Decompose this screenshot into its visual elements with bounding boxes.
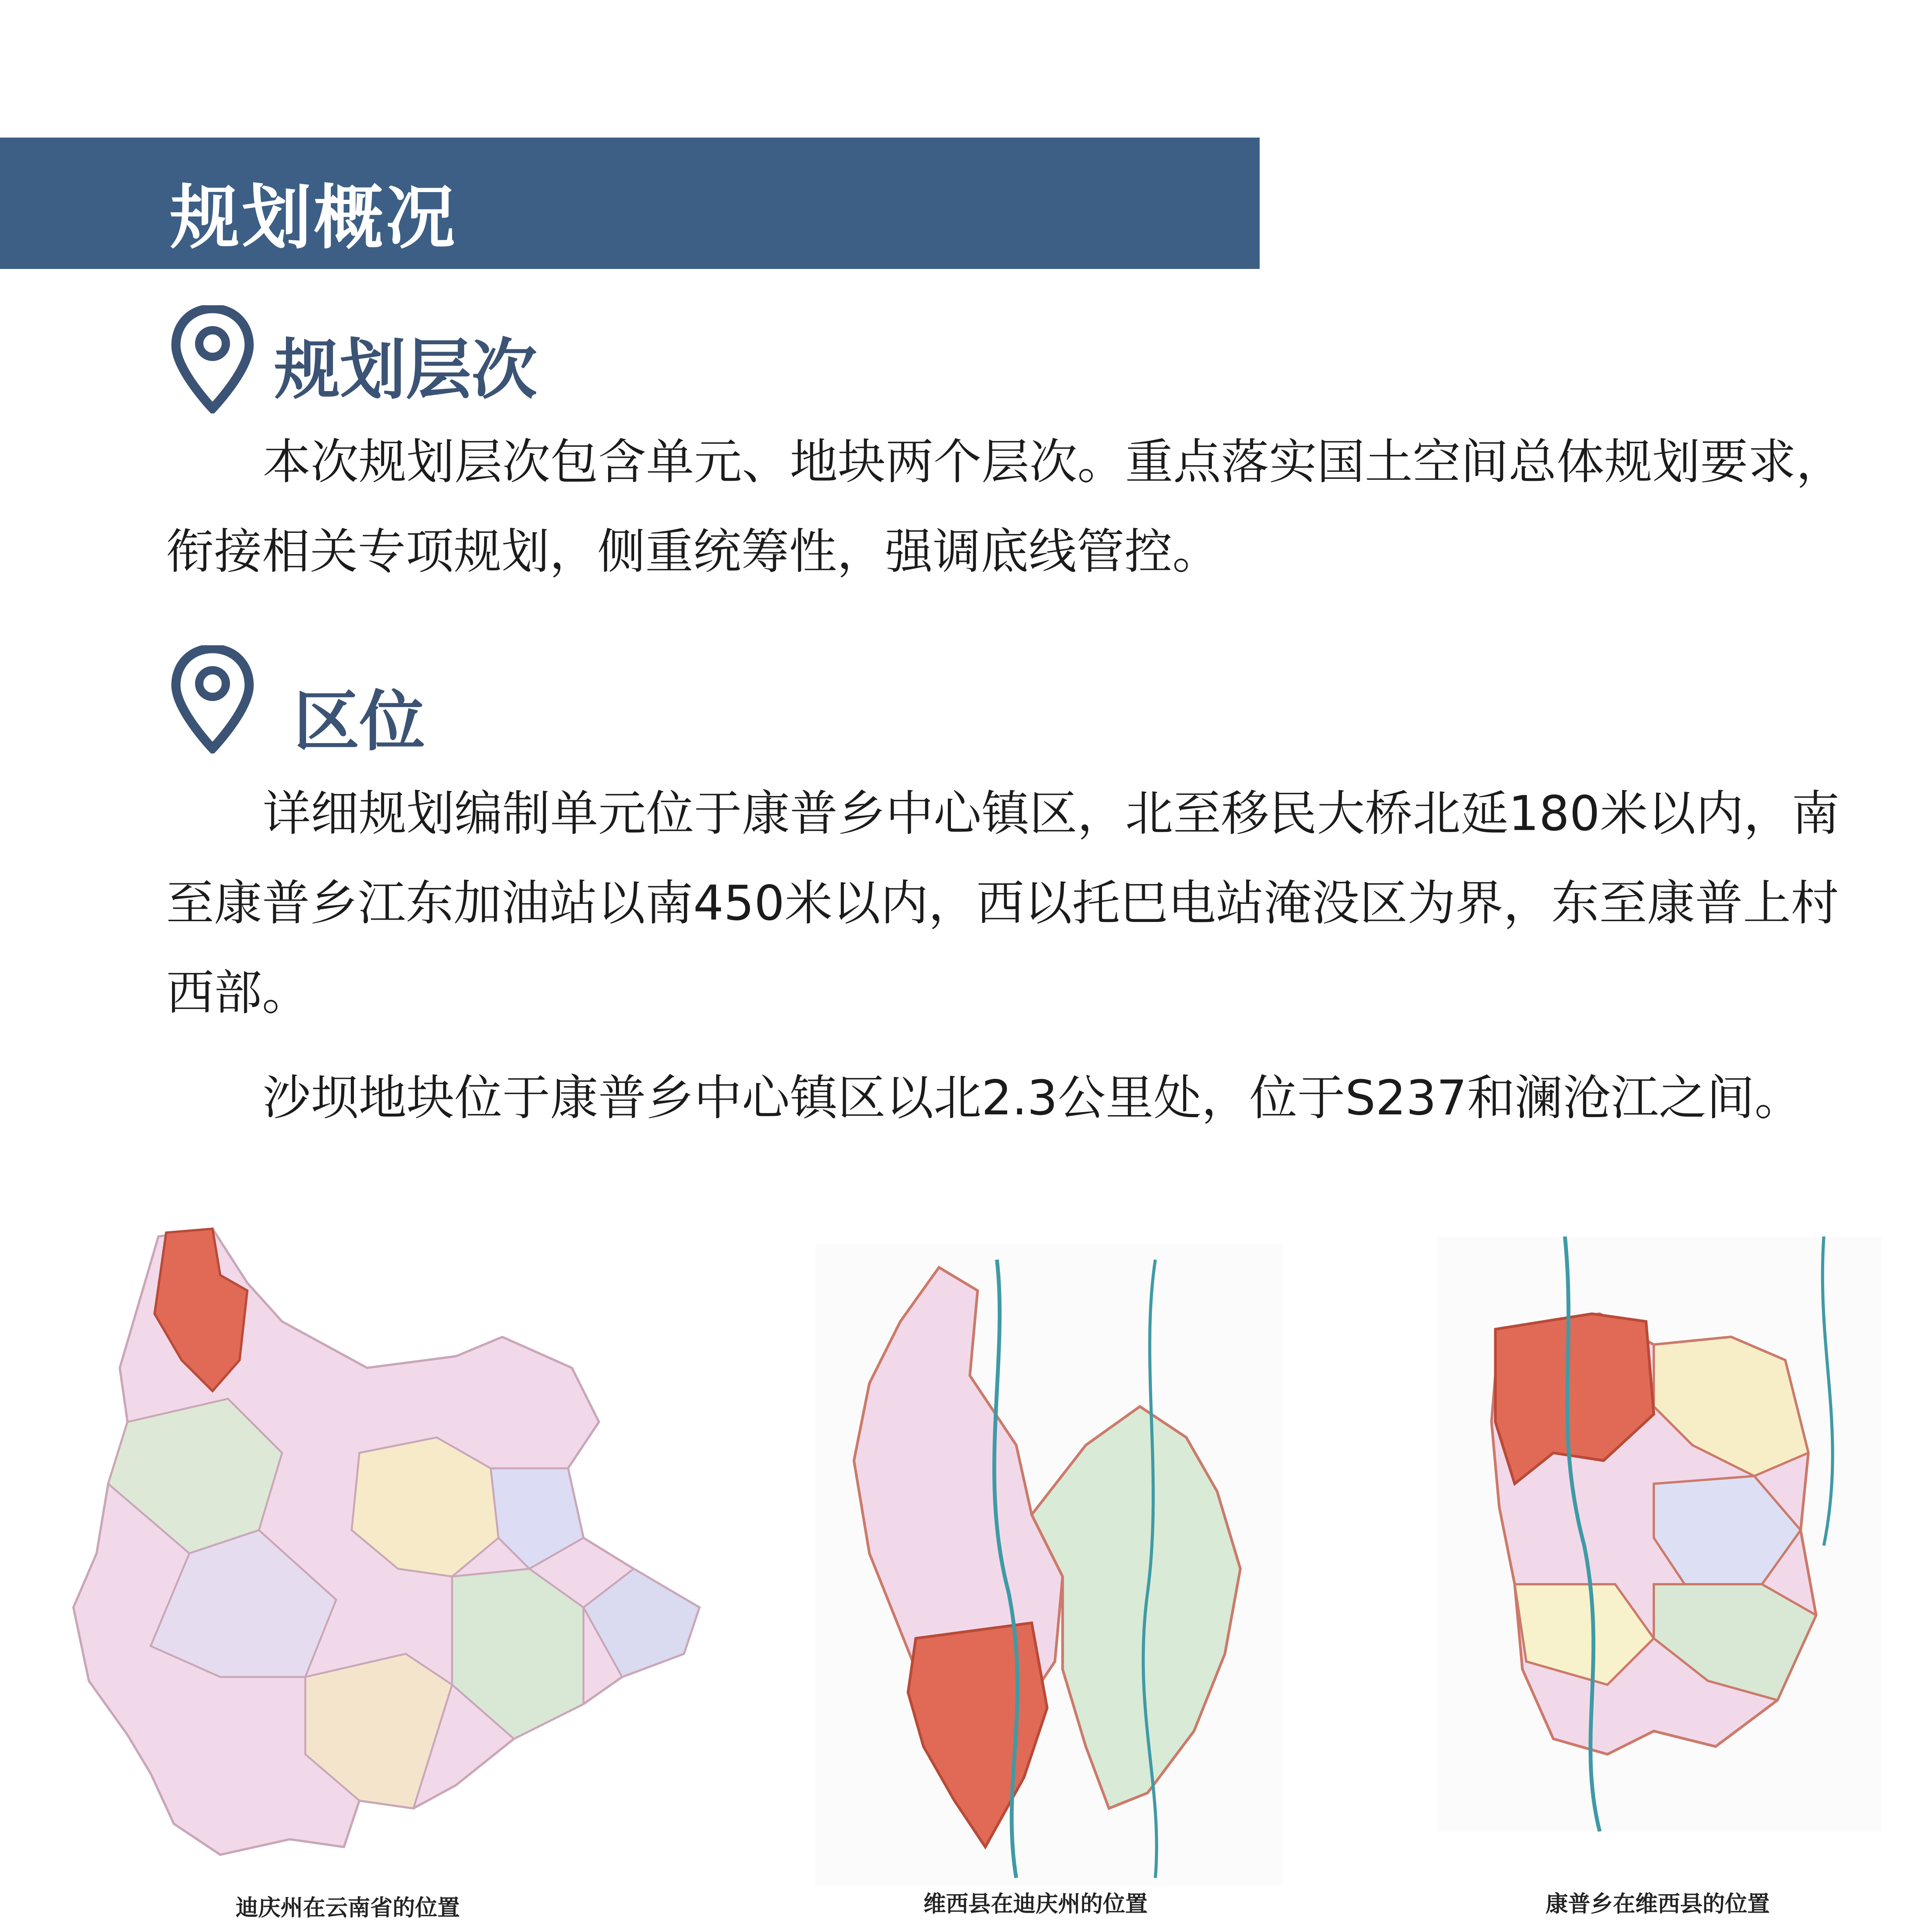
yunnan-province-map bbox=[66, 1221, 715, 1878]
figure-caption: 康普乡在维西县的位置 bbox=[1545, 1891, 1770, 1917]
location-pin-icon bbox=[170, 305, 255, 413]
location-pin-icon bbox=[170, 645, 255, 753]
weixi-county-map bbox=[1437, 1236, 1882, 1832]
section-body-location bbox=[166, 769, 1855, 1143]
paragraph: 详细规划编制单元位于康普乡中心镇区，北至移民大桥北延180米以内，南至康普乡江东加油站以南450米以内，西以托巴电站淹没区为界，东至康普上村西部。 bbox=[166, 786, 1840, 1021]
figure-caption: 迪庆州在云南省的位置 bbox=[235, 1895, 460, 1921]
section-heading-level: 规划层次 bbox=[274, 332, 537, 408]
page-title: 规划概况 bbox=[170, 178, 458, 259]
paragraph: 本次规划层次包含单元、地块两个层次。重点落实国土空间总体规划要求，衔接相关专项规划，侧重统筹性，强调底线管控。 bbox=[166, 434, 1844, 580]
diqing-prefecture-map bbox=[815, 1244, 1283, 1886]
paragraph: 沙坝地块位于康普乡中心镇区以北2.3公里处，位于S237和澜沧江之间。 bbox=[263, 1070, 1803, 1126]
section-body-level bbox=[166, 417, 1855, 597]
figure-caption: 维西县在迪庆州的位置 bbox=[923, 1891, 1148, 1917]
section-heading-location: 区位 bbox=[294, 684, 425, 760]
